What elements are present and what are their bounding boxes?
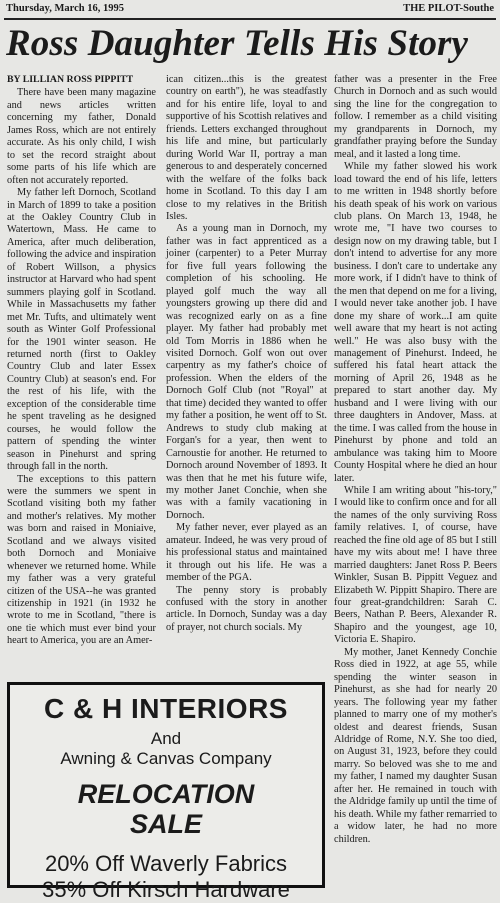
paragraph: While I am writing about "his-tory," I would like to confirm once and for all the names of the only surviving Ross family relatives. I, of course, have reached the fine old age of 85 but I still have my wits about me! I have three married daughters: Janet Ross P. Beers Winkler, Susan B. Pippitt Veguez and Elizabeth W. Pippitt Shapiro. There are four great-grandchildren: Sarah C. Beers, Nathan P. Beers, Alexander R. Shapiro and the youngest, age 10, Victoria E. Shapiro. [334, 484, 497, 646]
paragraph: The exceptions to this pattern were the summers we spent in Scotland visiting both my father and mother's relatives. My mother was born and raised in Moniaive, Scotland and we always visited both Dornoch and Moniaive whenever we returned home. While my father was a very grateful citizen of the USA--he was granted citizenship in 1921 (in 1932 he wrote to me in Scotland, "there is one tie which must ever bind your heart to America, you are an Amer- [7, 473, 156, 647]
newspaper-name: THE PILOT-Southe [403, 3, 494, 14]
paragraph: The penny story is probably confused with the story in another article. In Dornoch, Sunday was a day of prayer, not church socials. My [166, 584, 327, 633]
advertisement [7, 682, 325, 902]
page-header [4, 2, 496, 20]
byline: BY LILLIAN ROSS PIPPITT [7, 74, 134, 85]
ad-subtitle: Awning & Canvas Company [60, 749, 272, 768]
ad-business-name: C & H INTERIORS [44, 693, 288, 724]
paragraph: My father left Dornoch, Scotland in March of 1899 to take a position at the Oakley Country Club in Watertown, Mass. He came to America, after much deliberation, following the advice and inspiration of Robert Willson, a physics instructor at Harvard who had spent summers playing golf in Scotland. While in Massachusetts my father met Mr. Tufts, and ultimately went south as Winter Golf Professional for the 1901 winter season. He returned north (first to Oakley Country Club and later Essex Country Club) at season's end. For the rest of his life, with the exception of the considerable time he spent traveling as he designed courses, he would follow the pattern of spending the winter season in Pinehurst and spring through fall in the north. [7, 187, 156, 473]
article-column-1 [7, 74, 156, 672]
paragraph: While my father slowed his work load toward the end of his life, letters to me written in 1948 shortly before his death speak of his work on various club plans. On March 13, 1948, he wrote me, "I have two courses to design now on my drawing table, but I don't intend to advertise for any more business. I don't care to undertake any more work, if I didn't have to think of the men that depend on me for a living, I would never take another job. I have done my share of work...I am quite well aware that my heart is not acting well." He was also busy with the management of Pinehurst. Indeed, he suffered his fatal heart attack the morning of April 26, 1948 as he prepared to start another day. My husband and I were living with our three daughters in Andover, Mass. at the time. I was called from the house in Pinehurst by phone and told an ambulance was taking him to Moore County Hospital where he died an hour later. [334, 161, 497, 484]
paragraph: father was a presenter in the Free Church in Dornoch and as such would sing the line for the congregation to follow. I remember as a child visiting my grandparents in Dornoch, my grandfather praying before the Sunday meal, and it lasted a long time. [334, 74, 497, 160]
paragraph: ican citizen...this is the greatest country on earth"), he was steadfastly and for his entire life, loyal to and supportive of his Scottish relatives and friends. Letters exchanged throughout his life and mine, but particularly during World War II, portray a man generous to and desperately concerned with the welfare of the folks back home in Scotland. To this day I am close to my relatives in the British Isles. [166, 74, 327, 222]
paragraph: My mother, Janet Kennedy Conchie Ross died in 1922, at age 55, while spending the winter season in Pinehurst, as she had for nearly 20 years. The following year my father planned to marry one of my mother's oldest and dearest friends, Susan Aldridge of Rome, N.Y. She too died, on August 31, 1923, before they could marry. So beloved was she to me and my father, I named my daughter Susan after her. He remained in touch with the Aldridge family up until the time of his death. While my father remarried to a widow later, he had no more children. [334, 646, 497, 845]
paragraph: As a young man in Dornoch, my father was in fact apprenticed as a joiner (carpenter) to a Peter Murray for five full years following the completion of his schooling. He played golf much the way all youngsters growing up there did and was recognized early on as a fine player. My father had probably met old Tom Morris in 1886 when he visited Dornoch. Golf won out over carpentry as my father's choice of profession. When the elders of the Dornoch Golf Club (not "Royal" at that time) decided they wanted to offer my father a position, he went off to St. Andrews to study club making at Forgan's for a year, then went to Carnoustie for another. He returned to Dornoch around November of 1893. It was then that he met his future wife, my mother Janet Conchie, when she was with a family vacationing in Dornoch. [166, 223, 327, 521]
ad-subtitle: And [150, 729, 182, 748]
paragraph: There have been many magazine and news articles written concerning my father, Donald James Ross, which are not entirely accurate. As his only child, I wish to set the record straight about some parts of his life which are often not accurately reported. [7, 87, 156, 186]
ad-offer: 20% Off Waverly Fabrics [44, 851, 288, 876]
article-headline: Ross Daughter Tells His Story [6, 23, 469, 64]
paragraph: My father never, ever played as an amateur. Indeed, he was very proud of his professional status and maintained it through out his life. He was a member of the PGA. [166, 522, 327, 584]
ad-headline: RELOCATION [77, 779, 255, 809]
ad-offer: 35% Off Kirsch Hardware [42, 877, 290, 902]
ad-headline: SALE [129, 809, 202, 839]
issue-date: Thursday, March 16, 1995 [6, 3, 124, 14]
article-column-3 [334, 74, 497, 876]
